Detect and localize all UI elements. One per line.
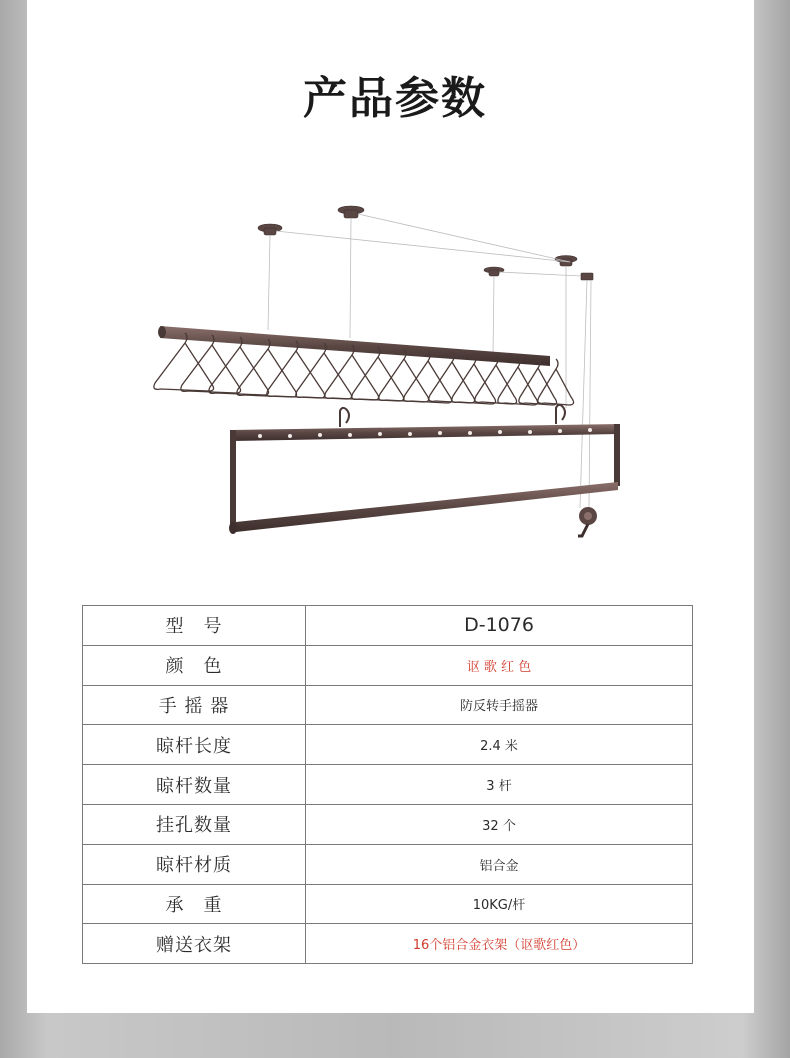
hand-crank-icon (578, 507, 597, 536)
spec-label: 晾杆材质 (83, 844, 306, 884)
spec-value: 防反转手摇器 (306, 685, 693, 725)
spec-value: D-1076 (306, 606, 693, 646)
spec-value: 10KG/杆 (306, 884, 693, 924)
spec-label: 晾杆数量 (83, 765, 306, 805)
table-row (83, 804, 693, 844)
spec-label: 晾杆长度 (83, 725, 306, 765)
spec-label: 承 重 (83, 884, 306, 924)
hook-icon (340, 405, 565, 427)
table-row (83, 765, 693, 805)
spec-value: 2.4 米 (306, 725, 693, 765)
spec-value: 3 杆 (306, 765, 693, 805)
spec-value: 16个铝合金衣架（讴歌红色） (306, 924, 693, 964)
spec-label: 挂孔数量 (83, 804, 306, 844)
ceiling-pulley-icon (258, 206, 593, 280)
spec-label: 赠送衣架 (83, 924, 306, 964)
spec-value: 讴 歌 红 色 (306, 645, 693, 685)
spec-label: 型 号 (83, 606, 306, 646)
table-row (83, 725, 693, 765)
table-row (83, 924, 693, 964)
table-row (83, 685, 693, 725)
table-row (83, 645, 693, 685)
table-row (83, 844, 693, 884)
spec-table (82, 605, 693, 964)
drying-rack-illustration (140, 198, 640, 548)
table-row (83, 884, 693, 924)
table-row (83, 606, 693, 646)
lower-drying-frame (229, 424, 620, 534)
spec-value: 32 个 (306, 804, 693, 844)
spec-label: 颜 色 (83, 645, 306, 685)
page-title: 产品参数 (303, 73, 487, 124)
upper-drying-rod (158, 326, 550, 366)
spec-label: 手 摇 器 (83, 685, 306, 725)
spec-value: 铝合金 (306, 844, 693, 884)
